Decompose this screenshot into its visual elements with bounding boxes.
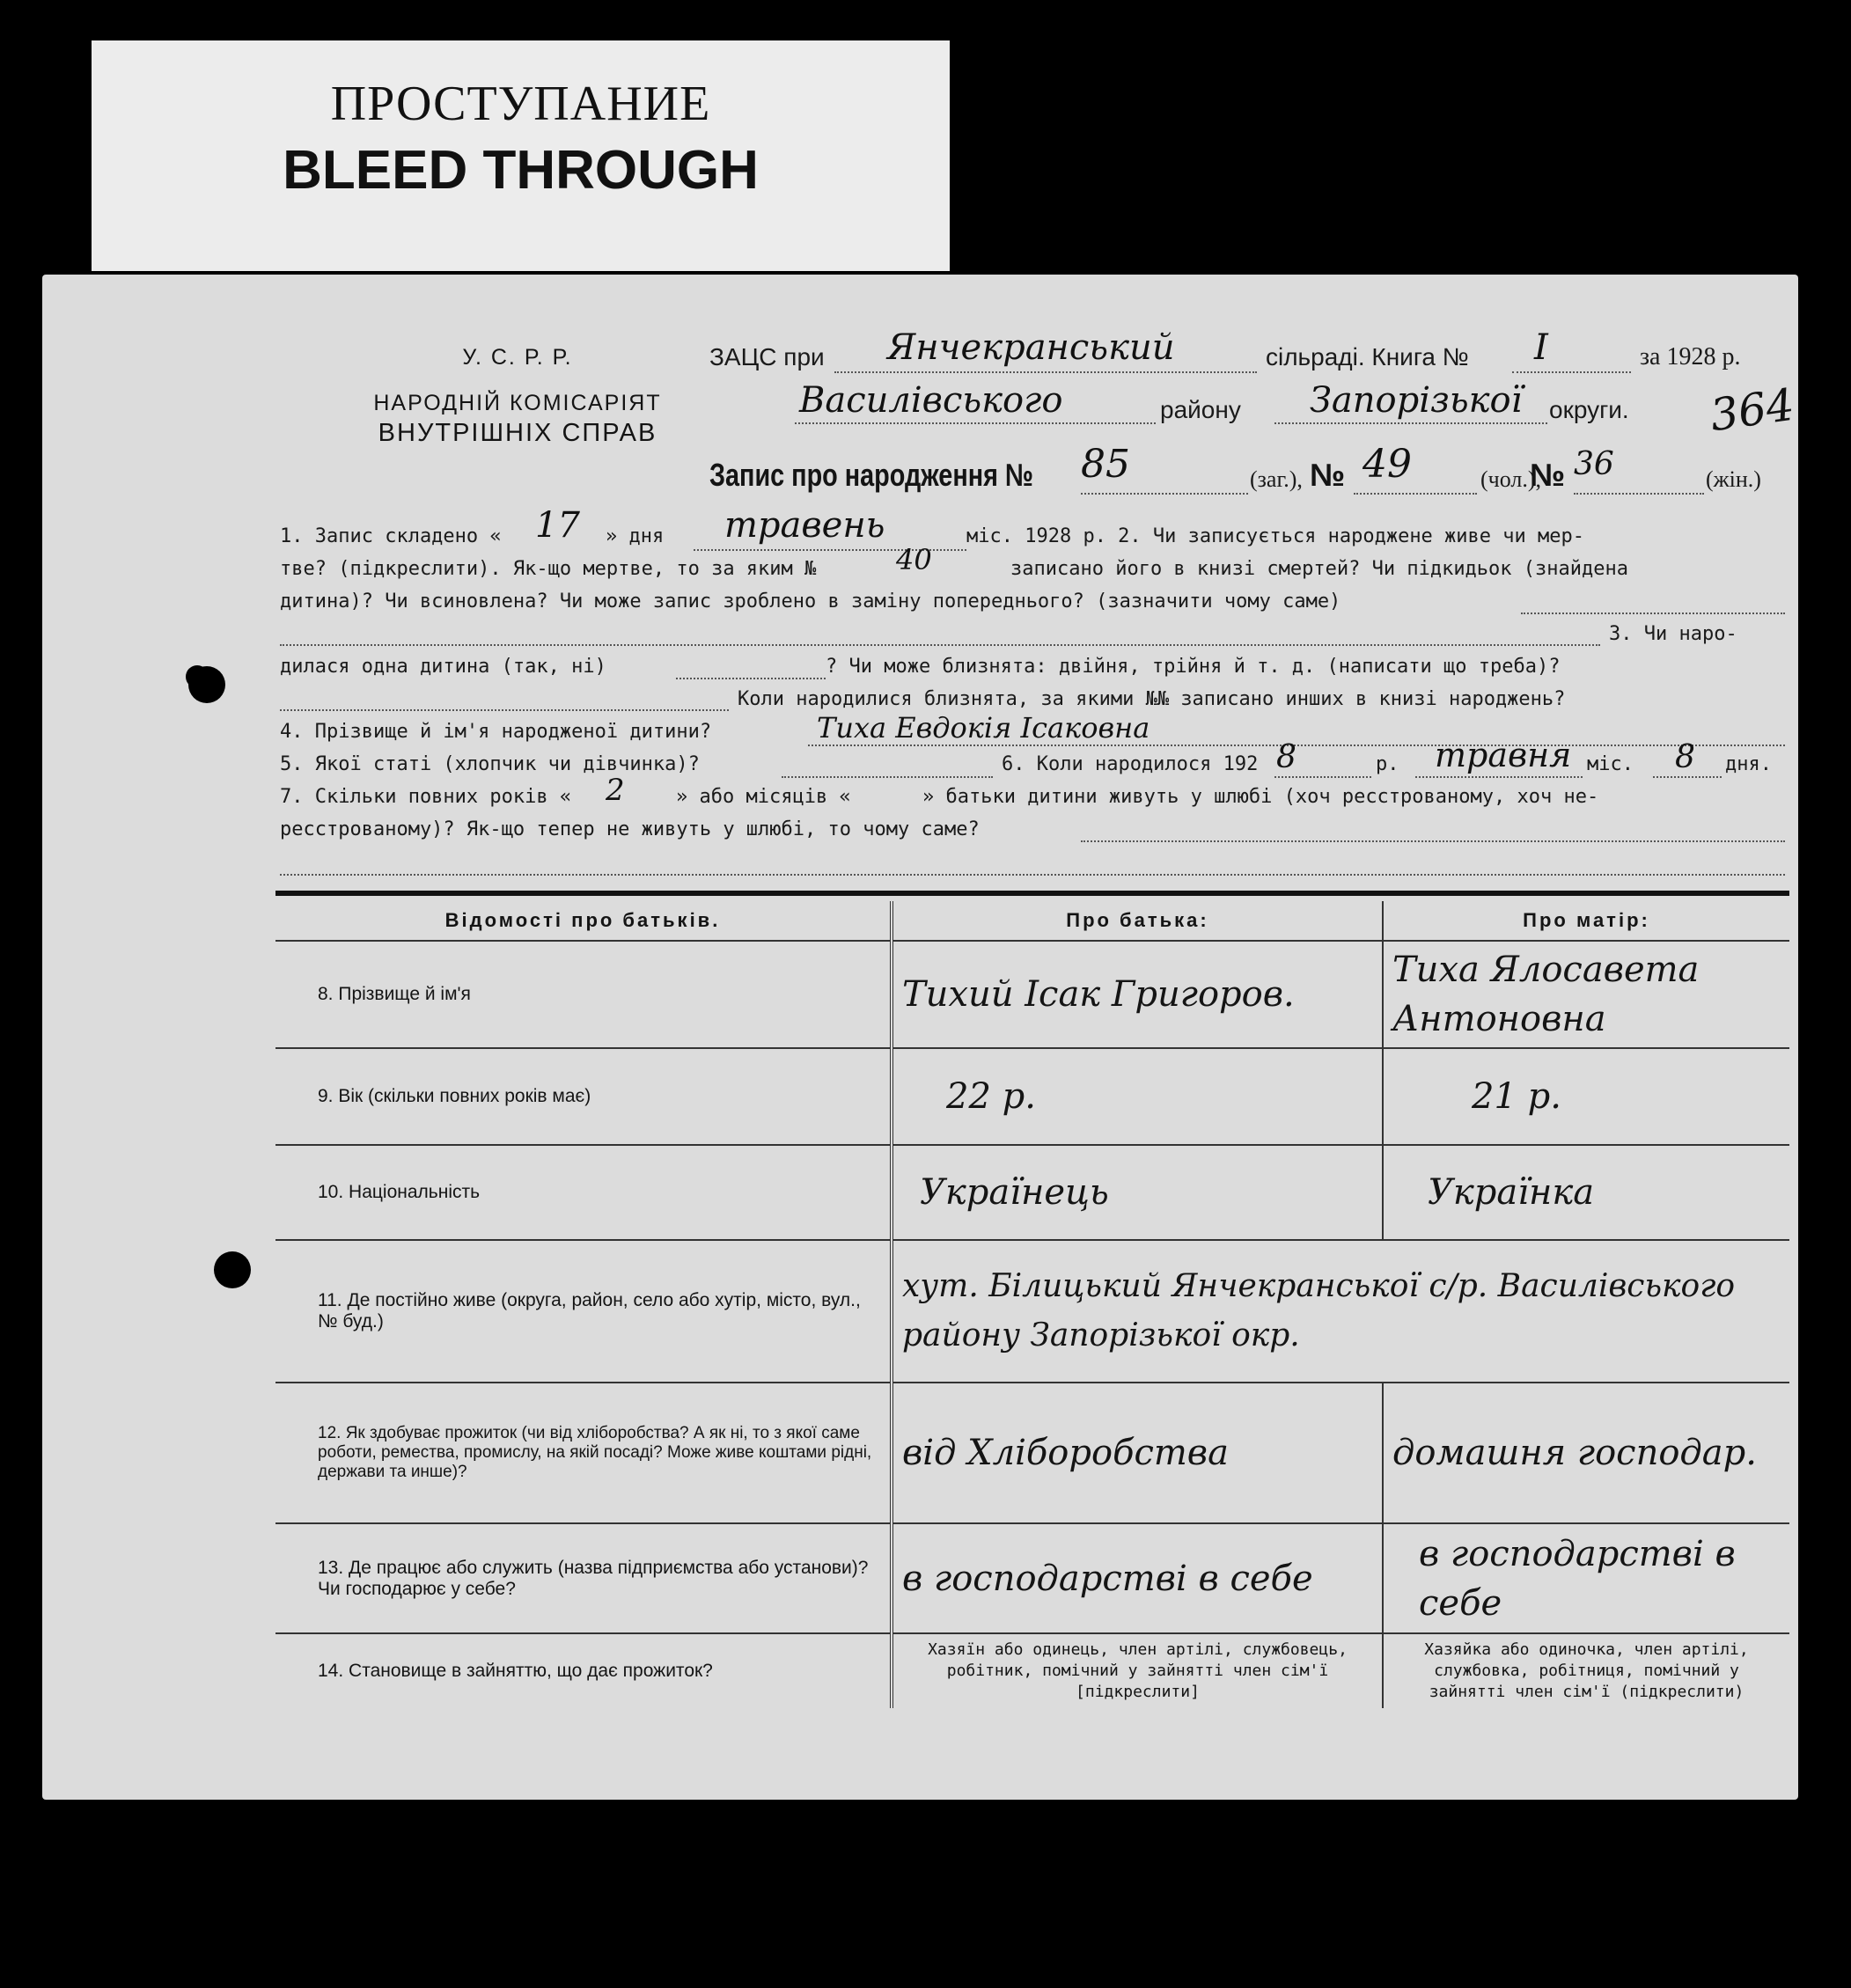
year-label: за 1928 р. xyxy=(1640,343,1741,370)
line-6: Коли народилися близнята, за якими №№ записано инших в книзі народжень? xyxy=(738,688,1566,710)
birth-day-line xyxy=(1653,776,1722,778)
district-suffix: району xyxy=(1160,396,1241,423)
line-8d: міс. xyxy=(1587,753,1634,775)
line-5a: дилася одна дитина (так, ні) xyxy=(280,656,606,678)
table-row xyxy=(275,1145,1789,1240)
death-record-number-handwritten: 40 xyxy=(896,543,932,576)
line-9a: 7. Скільки повних років « xyxy=(280,786,572,808)
male-number-handwritten: 49 xyxy=(1363,442,1412,487)
row-label: 14. Становище в зайняттю, що дає прожиток? xyxy=(275,1633,892,1708)
line-4-blank xyxy=(280,644,1600,646)
header-info: Відомості про батьків. xyxy=(275,901,892,941)
mother-age: 21 р. xyxy=(1383,1048,1789,1145)
record-title: Запис про народження № xyxy=(709,457,1034,493)
father-occupation-status: Хазяїн або одинець, член артілі, службовець, робітник, помічний у зайнятті член сім'ї [підкреслити] xyxy=(892,1633,1383,1708)
record-day-handwritten: 17 xyxy=(535,505,580,546)
okruga-handwritten: Запорізької xyxy=(1310,380,1523,421)
record-number-handwritten: 85 xyxy=(1081,442,1130,487)
punch-hole xyxy=(188,666,225,703)
birth-year-digit-handwritten: 8 xyxy=(1276,739,1296,775)
commissariat-heading: НАРОДНІЙ КОМІСАРІЯТ xyxy=(373,391,662,415)
male-number-sign: № xyxy=(1310,457,1346,493)
male-label: (чол.), xyxy=(1480,466,1542,492)
father-nationality: Українець xyxy=(892,1145,1383,1240)
parents-residence: хут. Білицький Янчекранської с/р. Василівського району Запорізької окр. xyxy=(892,1240,1789,1383)
header-father: Про батька: xyxy=(892,901,1383,941)
line-5b: ? Чи може близнята: двійня, трійня й т. д. (написати що треба)? xyxy=(826,656,1561,678)
table-top-rule xyxy=(275,891,1789,896)
sex-blank xyxy=(782,776,993,778)
line-3: дитина)? Чи всиновлена? Чи може запис зроблено в заміну попереднього? (зазначити чому саме) xyxy=(280,591,1341,613)
label-russian: ПРОСТУПАНИЕ xyxy=(330,77,711,131)
mother-nationality: Українка xyxy=(1383,1145,1789,1240)
female-label: (жін.) xyxy=(1706,466,1761,492)
mother-workplace: в господарстві в себе xyxy=(1383,1523,1789,1633)
general-label: (заг.), xyxy=(1250,466,1303,492)
line-2a: тве? (підкреслити). Як-що мертве, то за яким № xyxy=(280,558,817,580)
line-6-blank xyxy=(280,709,729,711)
line-2b: записано його в книзі смертей? Чи підкидьок (знайдена xyxy=(1010,558,1628,580)
table-row xyxy=(275,1633,1789,1708)
record-number-line xyxy=(1081,493,1248,495)
line-1b: » дня xyxy=(606,525,665,547)
mother-surname-name: Тиха Ялосавета Антоновна xyxy=(1383,941,1789,1048)
corner-archive-number: 364 xyxy=(1707,378,1798,442)
female-number-sign: № xyxy=(1530,457,1566,493)
father-surname-name: Тихий Ісак Григоров. xyxy=(892,941,1383,1048)
ministry-heading: ВНУТРІШНІХ СПРАВ xyxy=(378,419,657,447)
line-10-blank xyxy=(1081,840,1785,842)
row-label: 10. Національність xyxy=(275,1145,892,1240)
birth-record-page xyxy=(42,275,1798,1800)
line-1c: міс. 1928 р. 2. Чи записується народжене живе чи мер- xyxy=(966,525,1584,547)
female-number-line xyxy=(1574,493,1704,495)
father-age: 22 р. xyxy=(892,1048,1383,1145)
line-4: 3. Чи наро- xyxy=(1609,623,1737,645)
line-9c: » батьки дитини живуть у шлюбі (хоч ресстрованому, хоч не- xyxy=(922,786,1599,808)
bleed-through-label-card xyxy=(92,40,950,271)
mother-occupation-status: Хазяйка або одиночка, член артілі, службовка, робітниця, помічний у зайнятті член сім'ї (підкреслити) xyxy=(1424,1640,1749,1701)
okruga-line xyxy=(1274,422,1547,424)
row-label: 13. Де працює або служить (назва підприємства або установи)? Чи господарює у себе? xyxy=(275,1523,892,1633)
line-7: 4. Прізвище й ім'я народженої дитини? xyxy=(280,721,712,743)
line-8e: дня. xyxy=(1725,753,1772,775)
village-line xyxy=(834,371,1257,373)
table-header-row xyxy=(275,901,1789,941)
table-row xyxy=(275,1523,1789,1633)
male-number-line xyxy=(1354,493,1477,495)
record-month-handwritten: травень xyxy=(724,505,885,546)
line-3-blank xyxy=(1521,613,1785,614)
line-8b: 6. Коли народилося 192 xyxy=(1002,753,1259,775)
line-9b: » або місяців « xyxy=(676,786,851,808)
row-label: 12. Як здобуває прожиток (чи від хліборобства? А як ні, то з якої саме роботи, ремества, промислу, на якій посаді? Може живе коштами рідні, держави та инше)? xyxy=(275,1383,892,1523)
table-row xyxy=(275,1240,1789,1383)
parents-table xyxy=(275,901,1789,1708)
child-name-handwritten: Тиха Евдокія Ісаковна xyxy=(817,711,1150,745)
table-row xyxy=(275,1383,1789,1523)
row-label: 9. Вік (скільки повних років має) xyxy=(275,1048,892,1145)
row-label: 8. Прізвище й ім'я xyxy=(275,941,892,1048)
header-mother: Про матір: xyxy=(1383,901,1789,941)
birth-month-line xyxy=(1415,776,1583,778)
birth-year-line xyxy=(1274,776,1371,778)
punch-hole xyxy=(214,1251,251,1288)
zags-label: ЗАЦС при xyxy=(709,343,825,370)
marriage-years-handwritten: 2 xyxy=(606,773,625,808)
child-name-line xyxy=(808,745,1785,746)
table-row xyxy=(275,1048,1789,1145)
book-handwritten: I xyxy=(1534,327,1548,368)
line-10: ресстрованому)? Як-що тепер не живуть у шлюбі, то чому саме? xyxy=(280,818,980,840)
female-number-handwritten: 36 xyxy=(1574,446,1614,482)
birth-month-handwritten: травня xyxy=(1435,736,1572,774)
father-livelihood: від Хліборобства xyxy=(892,1383,1383,1523)
mother-livelihood: домашня господар. xyxy=(1383,1383,1789,1523)
district-line xyxy=(795,422,1156,424)
village-handwritten: Янчекранський xyxy=(887,327,1175,368)
book-line xyxy=(1512,371,1631,373)
line-11-blank xyxy=(280,874,1785,876)
label-english: BLEED THROUGH xyxy=(283,140,759,201)
okruga-suffix: округи. xyxy=(1549,396,1629,423)
village-suffix: сільраді. Книга № xyxy=(1266,343,1469,370)
row-label: 11. Де постійно живе (округа, район, село або хутір, місто, вул., № буд.) xyxy=(275,1240,892,1383)
father-workplace: в господарстві в себе xyxy=(892,1523,1383,1633)
line-8a: 5. Якої статі (хлопчик чи дівчинка)? xyxy=(280,753,700,775)
birth-day-handwritten: 8 xyxy=(1675,739,1695,775)
line-8c: р. xyxy=(1376,753,1399,775)
table-row xyxy=(275,941,1789,1048)
line-1a: 1. Запис складено « xyxy=(280,525,502,547)
district-handwritten: Василівського xyxy=(799,380,1063,421)
line-5-blank xyxy=(676,678,826,679)
republic-heading: У. С. Р. Р. xyxy=(462,345,573,370)
